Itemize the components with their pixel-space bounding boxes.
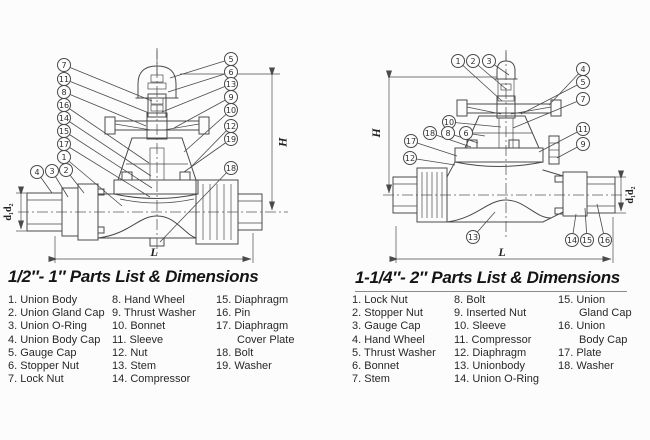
svg-text:13: 13 [467, 232, 479, 242]
svg-text:18: 18 [225, 163, 237, 173]
svg-text:9: 9 [580, 139, 586, 149]
part-item: 15. Diaphragm [216, 294, 289, 306]
dim-label-d1d2: d₁d₂ [3, 203, 14, 221]
dim-label-H: H [369, 128, 383, 138]
part-item: 5. Gauge Cap [8, 346, 77, 359]
parts-list-right-col3 [558, 294, 632, 373]
body-flange [455, 148, 543, 162]
parts-list-left-col3 [216, 294, 294, 373]
diagram-large-valve [325, 0, 650, 266]
callout-10 [443, 116, 502, 129]
part-item: 15. Union [558, 294, 606, 306]
part-item: 14. Compressor [112, 373, 191, 386]
svg-text:2: 2 [63, 165, 69, 175]
flange-bolt-right [509, 140, 519, 148]
parts-list-right-col2 [454, 294, 539, 386]
dim-label-H: H [276, 137, 290, 147]
part-item: 9. Thrust Washer [112, 307, 196, 320]
body-flange [114, 180, 198, 194]
part-item: 7. Stem [352, 373, 390, 386]
part-item: 7. Lock Nut [8, 373, 64, 386]
callout-13 [467, 212, 496, 244]
parts-list-left-col2 [112, 294, 196, 386]
svg-text:17: 17 [405, 136, 417, 146]
svg-text:10: 10 [225, 105, 237, 115]
part-item: 3. Union O-Ring [8, 320, 87, 333]
part-item: 14. Union O-Ring [454, 373, 539, 386]
callout-16 [597, 204, 612, 247]
part-item: 18. Washer [558, 359, 614, 372]
part-item: 18. Bolt [216, 346, 254, 359]
svg-text:8: 8 [61, 87, 67, 97]
part-item: 6. Bonnet [352, 359, 400, 372]
part-item: 10. Sleeve [454, 320, 506, 333]
parts-list-left-col1 [8, 294, 105, 386]
part-item: 8. Bolt [454, 294, 486, 306]
callout-11 [58, 73, 150, 114]
part-item: 10. Bonnet [112, 320, 166, 333]
diaphragm-line [114, 194, 198, 199]
dim-label-L: L [150, 245, 158, 259]
svg-text:16: 16 [599, 235, 611, 245]
bonnet [465, 116, 539, 148]
part-item: 11. Compressor [454, 333, 532, 346]
svg-text:5: 5 [580, 77, 586, 87]
callout-9 [557, 138, 590, 159]
part-item: 13. Unionbody [454, 359, 525, 372]
part-item: 6. Stopper Nut [8, 359, 79, 372]
svg-text:14: 14 [58, 113, 70, 123]
svg-text:15: 15 [58, 126, 70, 136]
callouts [404, 55, 612, 247]
svg-text:9: 9 [228, 92, 234, 102]
svg-text:6: 6 [228, 67, 234, 77]
part-item-continuation: Gland Cap [579, 307, 632, 320]
svg-text:10: 10 [443, 117, 455, 127]
callout-1 [58, 151, 123, 207]
part-item: 16. Pin [216, 307, 251, 320]
svg-text:13: 13 [225, 79, 237, 89]
svg-text:4: 4 [34, 167, 40, 177]
part-item: 1. Lock Nut [352, 294, 408, 306]
svg-text:18: 18 [424, 128, 436, 138]
parts-list-right-col1 [352, 294, 436, 386]
diaphragm-line [455, 162, 543, 167]
callout-12 [404, 152, 456, 166]
dim-label-d1d2: d₁d₂ [625, 186, 636, 204]
part-item: 12. Nut [112, 346, 148, 359]
svg-text:7: 7 [61, 60, 67, 70]
svg-text:16: 16 [58, 100, 70, 110]
part-item: 5. Thrust Washer [352, 346, 436, 359]
svg-text:6: 6 [463, 128, 469, 138]
svg-text:14: 14 [566, 235, 578, 245]
flange-bolt-right [180, 172, 190, 180]
svg-text:1: 1 [61, 152, 67, 162]
part-item: 2. Stopper Nut [352, 307, 423, 320]
handwheel-rim-left [105, 117, 115, 134]
part-item: 11. Sleeve [112, 333, 164, 346]
part-item: 2. Union Gland Cap [8, 307, 105, 320]
svg-text:12: 12 [404, 153, 416, 163]
flange-bolt-left [122, 172, 132, 180]
part-item: 19. Washer [216, 359, 272, 372]
handwheel-rim-left [457, 100, 467, 116]
left-section-title: 1/2″- 1″ Parts List & Dimensions [8, 267, 259, 286]
svg-text:5: 5 [228, 54, 234, 64]
svg-text:11: 11 [58, 74, 70, 84]
svg-text:15: 15 [581, 235, 593, 245]
svg-text:11: 11 [577, 124, 589, 134]
svg-text:7: 7 [580, 94, 586, 104]
part-item: 17. Plate [558, 346, 602, 359]
part-item: 12. Diaphragm [454, 346, 527, 359]
right-section-title: 1-1/4″- 2″ Parts List & Dimensions [355, 268, 627, 292]
part-item: 13. Stem [112, 359, 157, 372]
part-item: 4. Union Body Cap [8, 333, 101, 346]
diagram-small-valve [0, 0, 325, 266]
svg-text:12: 12 [225, 121, 237, 131]
svg-text:3: 3 [49, 166, 55, 176]
part-item-continuation: Body Cap [579, 333, 628, 346]
part-item: 3. Gauge Cap [352, 320, 421, 333]
svg-text:8: 8 [445, 128, 451, 138]
part-item: 4. Hand Wheel [352, 333, 425, 346]
svg-text:1: 1 [455, 56, 461, 66]
svg-text:4: 4 [580, 64, 586, 74]
callout-18 [160, 162, 238, 243]
part-item: 8. Hand Wheel [112, 294, 185, 306]
callout-14 [566, 214, 579, 247]
svg-text:2: 2 [470, 56, 476, 66]
part-item: 16. Union [558, 320, 606, 333]
union-gland-cap [563, 172, 587, 216]
part-item: 9. Inserted Nut [454, 307, 527, 320]
svg-text:19: 19 [225, 134, 237, 144]
weir-curve [447, 200, 551, 222]
svg-text:3: 3 [486, 56, 492, 66]
dim-label-L: L [498, 245, 506, 259]
part-item: 1. Union Body [8, 294, 78, 306]
svg-text:17: 17 [58, 139, 70, 149]
part-item: 17. Diaphragm [216, 320, 289, 333]
handwheel-rim-right [551, 100, 561, 116]
part-item-continuation: Cover Plate [237, 333, 295, 346]
